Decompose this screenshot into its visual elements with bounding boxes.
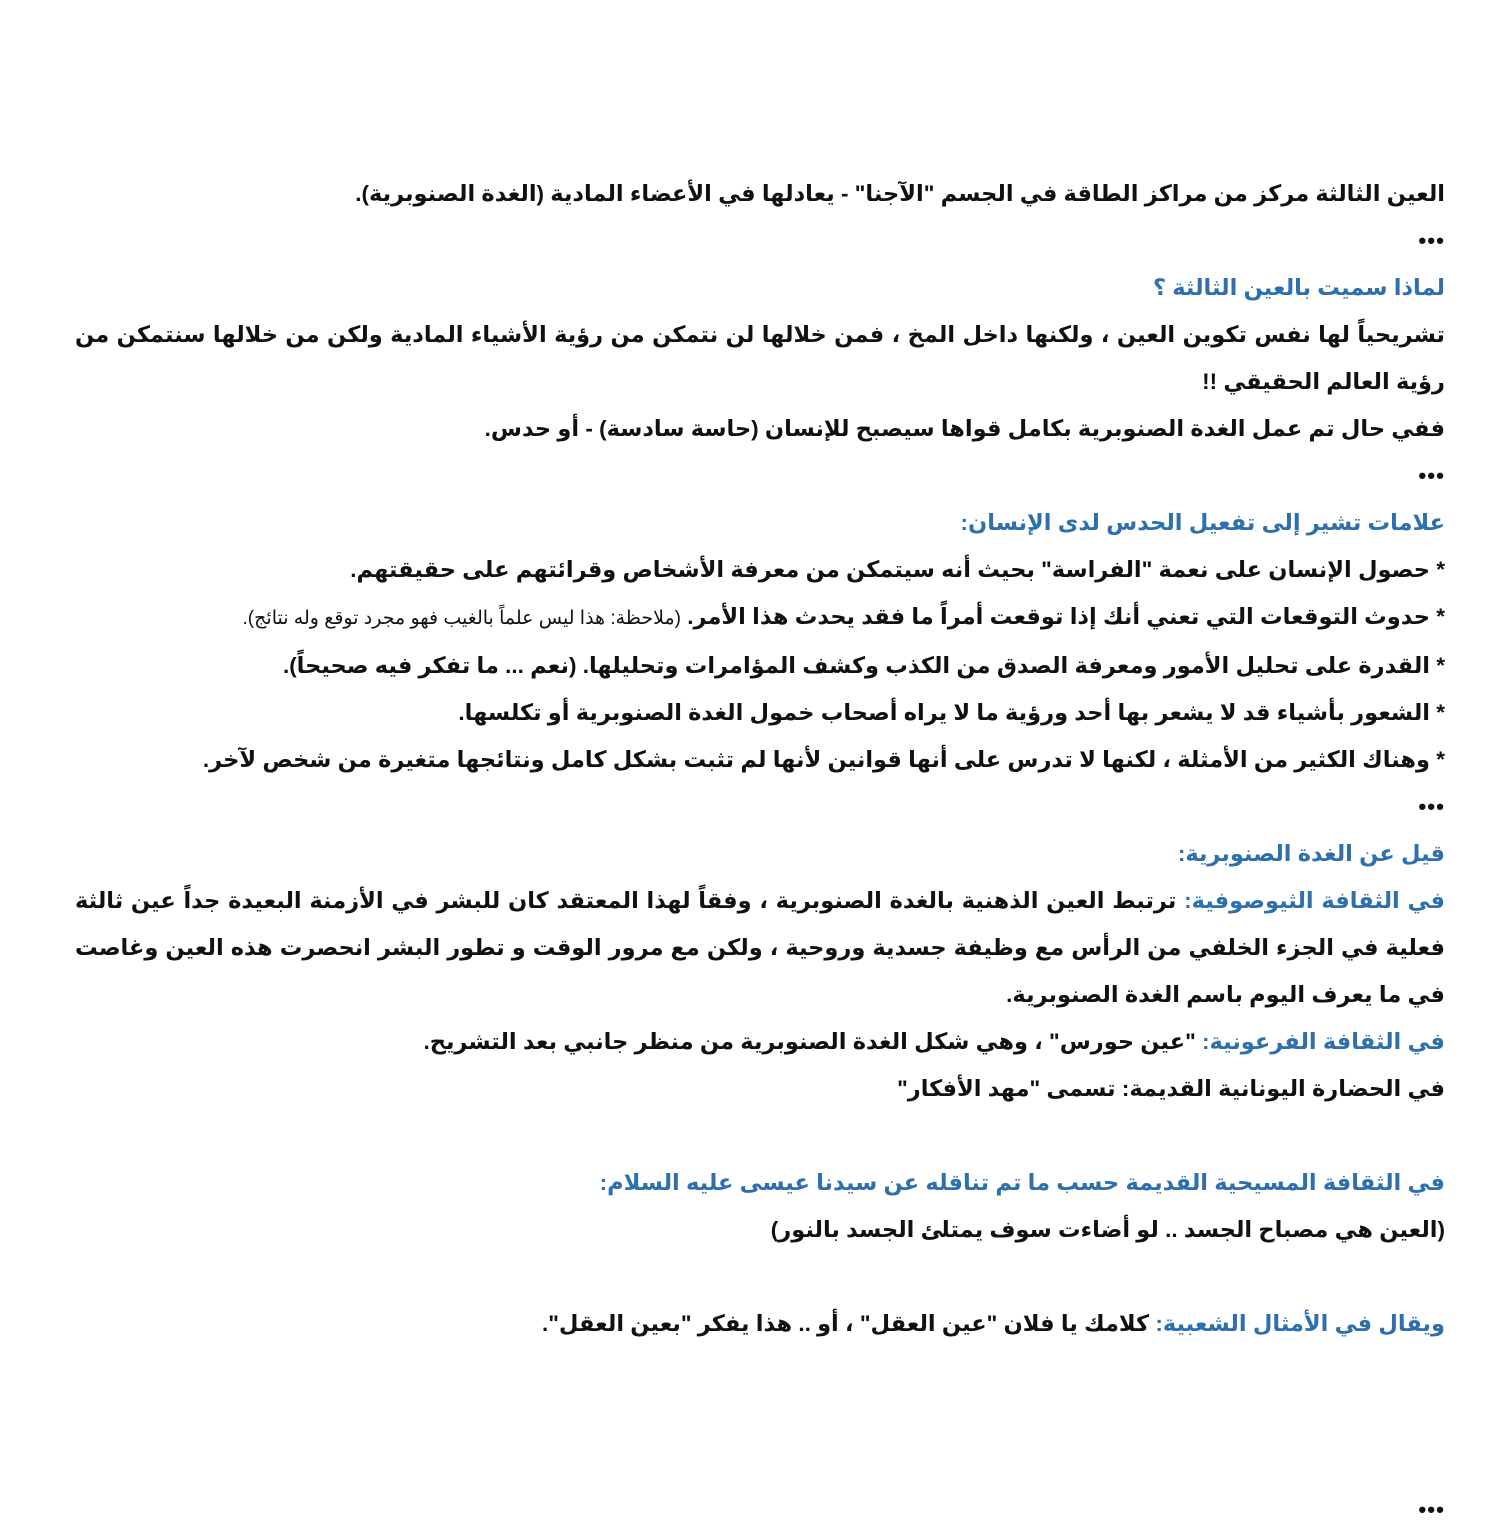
sixth-sense-paragraph: ففي حال تم عمل الغدة الصنوبرية بكامل قواها سيصبح للإنسان (حاسة سادسة) - أو حدس. <box>484 416 1445 441</box>
spacer <box>75 1253 1445 1300</box>
sign-item: * الشعور بأشياء قد لا يشعر بها أحد ورؤية ما لا يراه أصحاب خمول الغدة الصنوبرية أو تكلسها. <box>458 700 1445 725</box>
proverbs-label: ويقال في الأمثال الشعبية: <box>1155 1311 1445 1336</box>
sign-text: * حدوث التوقعات التي تعني أنك إذا توقعت أمراً ما فقد يحدث هذا الأمر. <box>687 604 1445 629</box>
christian-heading: في الثقافة المسيحية القديمة حسب ما تم تناقله عن سيدنا عيسى عليه السلام: <box>599 1170 1445 1195</box>
separator-dots: ••• <box>1418 228 1445 253</box>
theosophy-paragraph <box>75 877 1445 1018</box>
pharaonic-text: "عين حورس" ، وهي شكل الغدة الصنوبرية من منظر جانبي بعد التشريح. <box>423 1029 1203 1054</box>
heading-why-third-eye: لماذا سميت بالعين الثالثة ؟ <box>1152 275 1445 300</box>
sign-item: * وهناك الكثير من الأمثلة ، لكنها لا تدرس على أنها قوانين لأنها لم تثبت بشكل كامل ونتائجها متغيرة من شخص لآخر. <box>202 747 1445 772</box>
sign-item <box>75 593 1445 642</box>
separator-dots: ••• <box>1418 794 1445 819</box>
separator-dots: ••• <box>1418 1497 1445 1522</box>
pharaonic-paragraph <box>75 1018 1445 1065</box>
sign-note: (ملاحظة: هذا ليس علماً بالغيب فهو مجرد توقع وله نتائج). <box>242 608 681 629</box>
sign-item: * القدرة على تحليل الأمور ومعرفة الصدق من الكذب وكشف المؤامرات وتحليلها. (نعم ... ما تفكر فيه صحيحاً). <box>282 653 1445 678</box>
spacer <box>75 1347 1445 1486</box>
intro-paragraph: العين الثالثة مركز من مراكز الطاقة في الجسم "الآجنا" - يعادلها في الأعضاء المادية (الغدة الصنوبرية). <box>355 181 1445 206</box>
theosophy-text: ترتبط العين الذهنية بالغدة الصنوبرية ، وفقاً لهذا المعتقد كان للبشر في الأزمنة البعيدة جداً عين ثالثة فعلية في الجزء الخلفي من الرأس مع وظيفة جسدية وروحية ، ولكن مع مرور الوقت و تطور البشر انحصرت هذه العين وغاصت في ما يعرف اليوم باسم الغدة الصنوبرية. <box>75 888 1445 1007</box>
sign-item: * حصول الإنسان على نعمة "الفراسة" بحيث أنه سيتمكن من معرفة الأشخاص وقرائتهم على حقيقتهم. <box>350 557 1445 582</box>
theosophy-label: في الثقافة الثيوصوفية: <box>1184 888 1445 913</box>
spacer <box>75 1112 1445 1159</box>
article-body <box>75 170 1445 1533</box>
pharaonic-label: في الثقافة الفرعونية: <box>1202 1029 1445 1054</box>
separator-dots: ••• <box>1418 463 1445 488</box>
proverbs-text: كلامك يا فلان "عين العقل" ، أو .. هذا يفكر "بعين العقل". <box>541 1311 1156 1336</box>
christian-quote: (العين هي مصباح الجسد .. لو أضاءت سوف يمتلئ الجسد بالنور) <box>770 1217 1445 1242</box>
heading-sayings: قيل عن الغدة الصنوبرية: <box>1177 841 1445 866</box>
proverbs-paragraph <box>75 1300 1445 1347</box>
greek-paragraph: في الحضارة اليونانية القديمة: تسمى "مهد الأفكار" <box>897 1076 1445 1101</box>
anatomy-paragraph: تشريحياً لها نفس تكوين العين ، ولكنها داخل المخ ، فمن خلالها لن نتمكن من رؤية الأشياء المادية ولكن من خلالها سنتمكن من رؤية العالم الحقيقي !! <box>75 322 1445 394</box>
heading-intuition-signs: علامات تشير إلى تفعيل الحدس لدى الإنسان: <box>960 510 1445 535</box>
